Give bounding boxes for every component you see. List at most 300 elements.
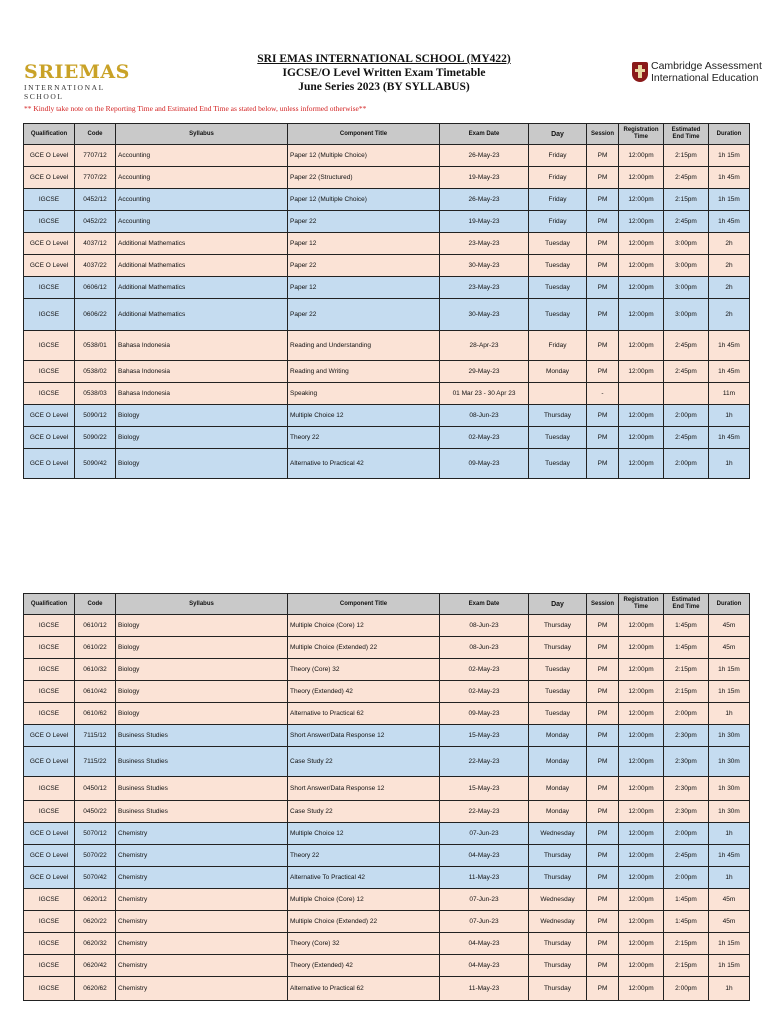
cell-duration: 1h: [709, 867, 750, 889]
cell-code: 0610/62: [75, 703, 116, 725]
cell-code: 5070/22: [75, 845, 116, 867]
col-end-time: Estimated End Time: [664, 594, 709, 615]
cell-day: Thursday: [529, 637, 587, 659]
cell-session: PM: [587, 405, 619, 427]
cell-day: Monday: [529, 801, 587, 823]
cell-day: Friday: [529, 145, 587, 167]
table-row: [24, 277, 750, 299]
cell-session: PM: [587, 233, 619, 255]
cell-session: PM: [587, 845, 619, 867]
cell-duration: 2h: [709, 255, 750, 277]
cell-end-time: 3:00pm: [664, 299, 709, 331]
cell-day: Wednesday: [529, 889, 587, 911]
cell-registration: 12:00pm: [619, 331, 664, 361]
cell-end-time: 2:15pm: [664, 659, 709, 681]
cell-session: -: [587, 383, 619, 405]
cell-registration: 12:00pm: [619, 725, 664, 747]
cell-end-time: 1:45pm: [664, 889, 709, 911]
cell-session: PM: [587, 801, 619, 823]
cell-syllabus: Additional Mathematics: [116, 299, 288, 331]
cell-component: Paper 12: [288, 233, 440, 255]
col-session: Session: [587, 594, 619, 615]
cell-code: 0620/32: [75, 933, 116, 955]
table-row: [24, 725, 750, 747]
cell-duration: 1h 15m: [709, 145, 750, 167]
cell-session: PM: [587, 911, 619, 933]
cell-end-time: 2:00pm: [664, 977, 709, 1001]
cell-registration: 12:00pm: [619, 911, 664, 933]
cell-code: 0620/62: [75, 977, 116, 1001]
cell-end-time: 2:45pm: [664, 427, 709, 449]
cell-qualification: GCE O Level: [24, 747, 75, 777]
cell-syllabus: Biology: [116, 615, 288, 637]
cell-day: Friday: [529, 331, 587, 361]
cell-exam-date: 01 Mar 23 - 30 Apr 23: [440, 383, 529, 405]
cell-registration: 12:00pm: [619, 823, 664, 845]
cell-day: Tuesday: [529, 681, 587, 703]
cell-syllabus: Chemistry: [116, 977, 288, 1001]
cell-registration: 12:00pm: [619, 255, 664, 277]
cell-duration: 1h 45m: [709, 167, 750, 189]
table-header-row: [24, 594, 750, 615]
cell-component: Paper 12: [288, 277, 440, 299]
cell-syllabus: Business Studies: [116, 801, 288, 823]
cell-duration: 1h 15m: [709, 681, 750, 703]
cell-end-time: 2:15pm: [664, 681, 709, 703]
cell-component: Multiple Choice 12: [288, 823, 440, 845]
cell-duration: 1h 15m: [709, 659, 750, 681]
cell-syllabus: Business Studies: [116, 725, 288, 747]
table-row: [24, 703, 750, 725]
cell-component: Paper 22: [288, 255, 440, 277]
cell-syllabus: Chemistry: [116, 889, 288, 911]
cell-exam-date: 26-May-23: [440, 145, 529, 167]
cell-syllabus: Biology: [116, 449, 288, 479]
cell-day: [529, 383, 587, 405]
cell-session: PM: [587, 615, 619, 637]
col-component: Component Title: [288, 124, 440, 145]
cell-exam-date: 15-May-23: [440, 725, 529, 747]
cell-code: 7707/22: [75, 167, 116, 189]
cell-session: PM: [587, 889, 619, 911]
col-day: Day: [529, 594, 587, 615]
cell-registration: 12:00pm: [619, 615, 664, 637]
col-registration: Registration Time: [619, 594, 664, 615]
cell-syllabus: Biology: [116, 659, 288, 681]
cell-code: 4037/12: [75, 233, 116, 255]
cell-code: 5090/12: [75, 405, 116, 427]
cell-syllabus: Chemistry: [116, 933, 288, 955]
col-qualification: Qualification: [24, 124, 75, 145]
col-syllabus: Syllabus: [116, 594, 288, 615]
cell-session: PM: [587, 823, 619, 845]
cell-syllabus: Additional Mathematics: [116, 255, 288, 277]
cell-component: Alternative to Practical 62: [288, 977, 440, 1001]
cell-code: 5070/42: [75, 867, 116, 889]
cell-registration: 12:00pm: [619, 955, 664, 977]
cell-duration: 1h 30m: [709, 725, 750, 747]
cell-qualification: IGCSE: [24, 681, 75, 703]
cell-end-time: 1:45pm: [664, 637, 709, 659]
cell-component: Reading and Writing: [288, 361, 440, 383]
cell-qualification: IGCSE: [24, 299, 75, 331]
cell-day: Monday: [529, 361, 587, 383]
cell-syllabus: Biology: [116, 703, 288, 725]
cell-code: 0610/12: [75, 615, 116, 637]
cell-syllabus: Additional Mathematics: [116, 277, 288, 299]
cell-day: Tuesday: [529, 233, 587, 255]
cell-day: Wednesday: [529, 823, 587, 845]
cell-session: PM: [587, 167, 619, 189]
cell-registration: 12:00pm: [619, 167, 664, 189]
cell-day: Friday: [529, 189, 587, 211]
cell-code: 0452/12: [75, 189, 116, 211]
cell-component: Paper 22: [288, 211, 440, 233]
table-row: [24, 911, 750, 933]
cell-day: Monday: [529, 777, 587, 801]
cell-day: Thursday: [529, 933, 587, 955]
cell-syllabus: Accounting: [116, 211, 288, 233]
table-row: [24, 801, 750, 823]
cell-duration: 1h 45m: [709, 331, 750, 361]
cell-day: Tuesday: [529, 449, 587, 479]
cell-session: PM: [587, 299, 619, 331]
cell-duration: 1h 15m: [709, 189, 750, 211]
cell-syllabus: Biology: [116, 427, 288, 449]
cell-end-time: 2:45pm: [664, 845, 709, 867]
cell-day: Thursday: [529, 405, 587, 427]
cell-qualification: GCE O Level: [24, 427, 75, 449]
cell-syllabus: Additional Mathematics: [116, 233, 288, 255]
cell-day: Thursday: [529, 867, 587, 889]
col-exam-date: Exam Date: [440, 594, 529, 615]
cell-end-time: 2:15pm: [664, 145, 709, 167]
cell-exam-date: 22-May-23: [440, 747, 529, 777]
cell-day: Tuesday: [529, 659, 587, 681]
cell-session: PM: [587, 867, 619, 889]
cell-exam-date: 07-Jun-23: [440, 889, 529, 911]
col-exam-date: Exam Date: [440, 124, 529, 145]
cell-component: Alternative to Practical 42: [288, 449, 440, 479]
cell-registration: [619, 383, 664, 405]
cell-code: 7115/12: [75, 725, 116, 747]
cell-exam-date: 15-May-23: [440, 777, 529, 801]
cell-syllabus: Business Studies: [116, 747, 288, 777]
cell-registration: 12:00pm: [619, 681, 664, 703]
col-day: Day: [529, 124, 587, 145]
cell-session: PM: [587, 255, 619, 277]
cell-end-time: 2:45pm: [664, 361, 709, 383]
cell-component: Reading and Understanding: [288, 331, 440, 361]
cell-session: PM: [587, 637, 619, 659]
cell-registration: 12:00pm: [619, 427, 664, 449]
cell-exam-date: 19-May-23: [440, 167, 529, 189]
cell-code: 0452/22: [75, 211, 116, 233]
cell-end-time: 2:30pm: [664, 747, 709, 777]
cell-session: PM: [587, 955, 619, 977]
cell-component: Short Answer/Data Response 12: [288, 777, 440, 801]
cell-component: Theory (Extended) 42: [288, 955, 440, 977]
cell-end-time: 2:00pm: [664, 867, 709, 889]
cell-component: Paper 12 (Multiple Choice): [288, 145, 440, 167]
col-registration: Registration Time: [619, 124, 664, 145]
cell-registration: 12:00pm: [619, 977, 664, 1001]
cell-syllabus: Chemistry: [116, 823, 288, 845]
cell-day: Tuesday: [529, 427, 587, 449]
cell-qualification: IGCSE: [24, 889, 75, 911]
cell-exam-date: 08-Jun-23: [440, 405, 529, 427]
cell-qualification: GCE O Level: [24, 233, 75, 255]
cell-code: 0610/22: [75, 637, 116, 659]
cell-component: Paper 22 (Structured): [288, 167, 440, 189]
cell-day: Thursday: [529, 977, 587, 1001]
table-row: [24, 747, 750, 777]
cell-qualification: IGCSE: [24, 361, 75, 383]
cell-duration: 2h: [709, 277, 750, 299]
cell-day: Friday: [529, 167, 587, 189]
cell-code: 0606/22: [75, 299, 116, 331]
cell-exam-date: 02-May-23: [440, 659, 529, 681]
cell-syllabus: Biology: [116, 405, 288, 427]
cell-registration: 12:00pm: [619, 277, 664, 299]
cell-qualification: GCE O Level: [24, 145, 75, 167]
cell-registration: 12:00pm: [619, 889, 664, 911]
cell-exam-date: 07-Jun-23: [440, 823, 529, 845]
cell-qualification: GCE O Level: [24, 867, 75, 889]
cell-registration: 12:00pm: [619, 659, 664, 681]
cell-syllabus: Bahasa Indonesia: [116, 383, 288, 405]
cell-end-time: 2:45pm: [664, 211, 709, 233]
cell-qualification: IGCSE: [24, 777, 75, 801]
cell-component: Short Answer/Data Response 12: [288, 725, 440, 747]
cell-component: Theory 22: [288, 427, 440, 449]
cell-qualification: IGCSE: [24, 977, 75, 1001]
cell-registration: 12:00pm: [619, 933, 664, 955]
cell-end-time: 2:00pm: [664, 449, 709, 479]
school-logo-subtitle: INTERNATIONAL SCHOOL: [24, 83, 105, 101]
cell-end-time: 2:45pm: [664, 331, 709, 361]
cell-code: 0538/01: [75, 331, 116, 361]
cell-registration: 12:00pm: [619, 299, 664, 331]
cell-exam-date: 04-May-23: [440, 845, 529, 867]
cell-session: PM: [587, 361, 619, 383]
cell-exam-date: 02-May-23: [440, 427, 529, 449]
table-row: [24, 449, 750, 479]
cell-qualification: IGCSE: [24, 189, 75, 211]
table-row: [24, 777, 750, 801]
cell-duration: 2h: [709, 233, 750, 255]
cell-exam-date: 30-May-23: [440, 255, 529, 277]
cell-component: Alternative to Practical 62: [288, 703, 440, 725]
series-title: June Series 2023 (BY SYLLABUS): [298, 81, 470, 93]
cell-registration: 12:00pm: [619, 703, 664, 725]
cell-syllabus: Accounting: [116, 189, 288, 211]
cell-code: 0620/42: [75, 955, 116, 977]
cell-qualification: GCE O Level: [24, 255, 75, 277]
cell-exam-date: 04-May-23: [440, 955, 529, 977]
cell-exam-date: 09-May-23: [440, 449, 529, 479]
cell-day: Monday: [529, 725, 587, 747]
cell-code: 0538/03: [75, 383, 116, 405]
cell-qualification: IGCSE: [24, 637, 75, 659]
cell-end-time: 2:15pm: [664, 189, 709, 211]
cell-exam-date: 23-May-23: [440, 233, 529, 255]
col-code: Code: [75, 124, 116, 145]
table-row: [24, 933, 750, 955]
cell-duration: 1h 45m: [709, 361, 750, 383]
cell-code: 0610/42: [75, 681, 116, 703]
cell-component: Paper 22: [288, 299, 440, 331]
cell-qualification: IGCSE: [24, 955, 75, 977]
cell-code: 0538/02: [75, 361, 116, 383]
col-qualification: Qualification: [24, 594, 75, 615]
cell-duration: 1h: [709, 405, 750, 427]
cell-exam-date: 28-Apr-23: [440, 331, 529, 361]
cell-component: Theory (Extended) 42: [288, 681, 440, 703]
cell-day: Monday: [529, 747, 587, 777]
cell-session: PM: [587, 703, 619, 725]
cell-exam-date: 22-May-23: [440, 801, 529, 823]
cell-exam-date: 30-May-23: [440, 299, 529, 331]
cell-day: Thursday: [529, 955, 587, 977]
cell-component: Multiple Choice (Core) 12: [288, 889, 440, 911]
cell-registration: 12:00pm: [619, 405, 664, 427]
cell-exam-date: 19-May-23: [440, 211, 529, 233]
cell-end-time: [664, 383, 709, 405]
cell-syllabus: Bahasa Indonesia: [116, 331, 288, 361]
cell-exam-date: 29-May-23: [440, 361, 529, 383]
cell-end-time: 3:00pm: [664, 255, 709, 277]
cell-exam-date: 23-May-23: [440, 277, 529, 299]
timetable-1: [23, 123, 750, 479]
table-row: [24, 383, 750, 405]
cell-session: PM: [587, 659, 619, 681]
cell-end-time: 1:45pm: [664, 615, 709, 637]
cell-session: PM: [587, 145, 619, 167]
cell-qualification: GCE O Level: [24, 449, 75, 479]
cell-qualification: IGCSE: [24, 703, 75, 725]
cell-qualification: GCE O Level: [24, 845, 75, 867]
col-component: Component Title: [288, 594, 440, 615]
table-row: [24, 361, 750, 383]
table-row: [24, 615, 750, 637]
table-row: [24, 955, 750, 977]
cell-code: 0620/22: [75, 911, 116, 933]
cambridge-logo-line2: International Education: [651, 72, 759, 84]
cell-end-time: 2:45pm: [664, 167, 709, 189]
cell-qualification: IGCSE: [24, 933, 75, 955]
cell-code: 0450/22: [75, 801, 116, 823]
cell-component: Case Study 22: [288, 747, 440, 777]
table-row: [24, 823, 750, 845]
cell-duration: 45m: [709, 911, 750, 933]
table-header-row: [24, 124, 750, 145]
col-duration: Duration: [709, 124, 750, 145]
cell-end-time: 3:00pm: [664, 277, 709, 299]
cell-syllabus: Bahasa Indonesia: [116, 361, 288, 383]
cell-day: Tuesday: [529, 277, 587, 299]
cell-qualification: GCE O Level: [24, 405, 75, 427]
cell-day: Tuesday: [529, 703, 587, 725]
cell-code: 5090/22: [75, 427, 116, 449]
cell-duration: 2h: [709, 299, 750, 331]
cell-syllabus: Chemistry: [116, 911, 288, 933]
cell-component: Multiple Choice 12: [288, 405, 440, 427]
cell-end-time: 2:30pm: [664, 801, 709, 823]
cell-registration: 12:00pm: [619, 845, 664, 867]
cell-end-time: 2:00pm: [664, 405, 709, 427]
cell-session: PM: [587, 277, 619, 299]
table-row: [24, 189, 750, 211]
cambridge-logo-text: [651, 60, 762, 84]
cell-session: PM: [587, 331, 619, 361]
cell-qualification: IGCSE: [24, 801, 75, 823]
col-session: Session: [587, 124, 619, 145]
cell-qualification: GCE O Level: [24, 725, 75, 747]
cell-end-time: 2:15pm: [664, 955, 709, 977]
cell-end-time: 1:45pm: [664, 911, 709, 933]
cell-component: Theory 22: [288, 845, 440, 867]
cell-registration: 12:00pm: [619, 211, 664, 233]
cell-exam-date: 08-Jun-23: [440, 615, 529, 637]
table-row: [24, 681, 750, 703]
cell-syllabus: Biology: [116, 681, 288, 703]
cell-day: Tuesday: [529, 255, 587, 277]
cell-duration: 11m: [709, 383, 750, 405]
cell-component: Case Study 22: [288, 801, 440, 823]
cell-duration: 1h 45m: [709, 427, 750, 449]
cell-code: 0610/32: [75, 659, 116, 681]
cell-exam-date: 11-May-23: [440, 977, 529, 1001]
cell-end-time: 2:00pm: [664, 823, 709, 845]
table-row: [24, 427, 750, 449]
cell-qualification: IGCSE: [24, 659, 75, 681]
cell-component: Alternative To Practical 42: [288, 867, 440, 889]
cell-duration: 1h 45m: [709, 211, 750, 233]
cell-code: 4037/22: [75, 255, 116, 277]
cell-qualification: IGCSE: [24, 211, 75, 233]
cell-qualification: IGCSE: [24, 383, 75, 405]
table-row: [24, 845, 750, 867]
cell-qualification: GCE O Level: [24, 823, 75, 845]
cell-day: Tuesday: [529, 299, 587, 331]
cell-end-time: 2:15pm: [664, 933, 709, 955]
cell-duration: 45m: [709, 889, 750, 911]
cell-code: 0606/12: [75, 277, 116, 299]
col-code: Code: [75, 594, 116, 615]
cell-end-time: 2:30pm: [664, 777, 709, 801]
table-row: [24, 233, 750, 255]
cambridge-logo: [632, 60, 762, 88]
table-row: [24, 211, 750, 233]
cell-syllabus: Business Studies: [116, 777, 288, 801]
cell-duration: 1h 15m: [709, 933, 750, 955]
cell-exam-date: 11-May-23: [440, 867, 529, 889]
cell-registration: 12:00pm: [619, 867, 664, 889]
table-row: [24, 331, 750, 361]
cell-session: PM: [587, 189, 619, 211]
cell-day: Wednesday: [529, 911, 587, 933]
cell-qualification: IGCSE: [24, 615, 75, 637]
cell-duration: 45m: [709, 637, 750, 659]
table-row: [24, 977, 750, 1001]
cell-duration: 45m: [709, 615, 750, 637]
cell-end-time: 3:00pm: [664, 233, 709, 255]
col-end-time: Estimated End Time: [664, 124, 709, 145]
cell-code: 7707/12: [75, 145, 116, 167]
cell-registration: 12:00pm: [619, 777, 664, 801]
cell-code: 5090/42: [75, 449, 116, 479]
